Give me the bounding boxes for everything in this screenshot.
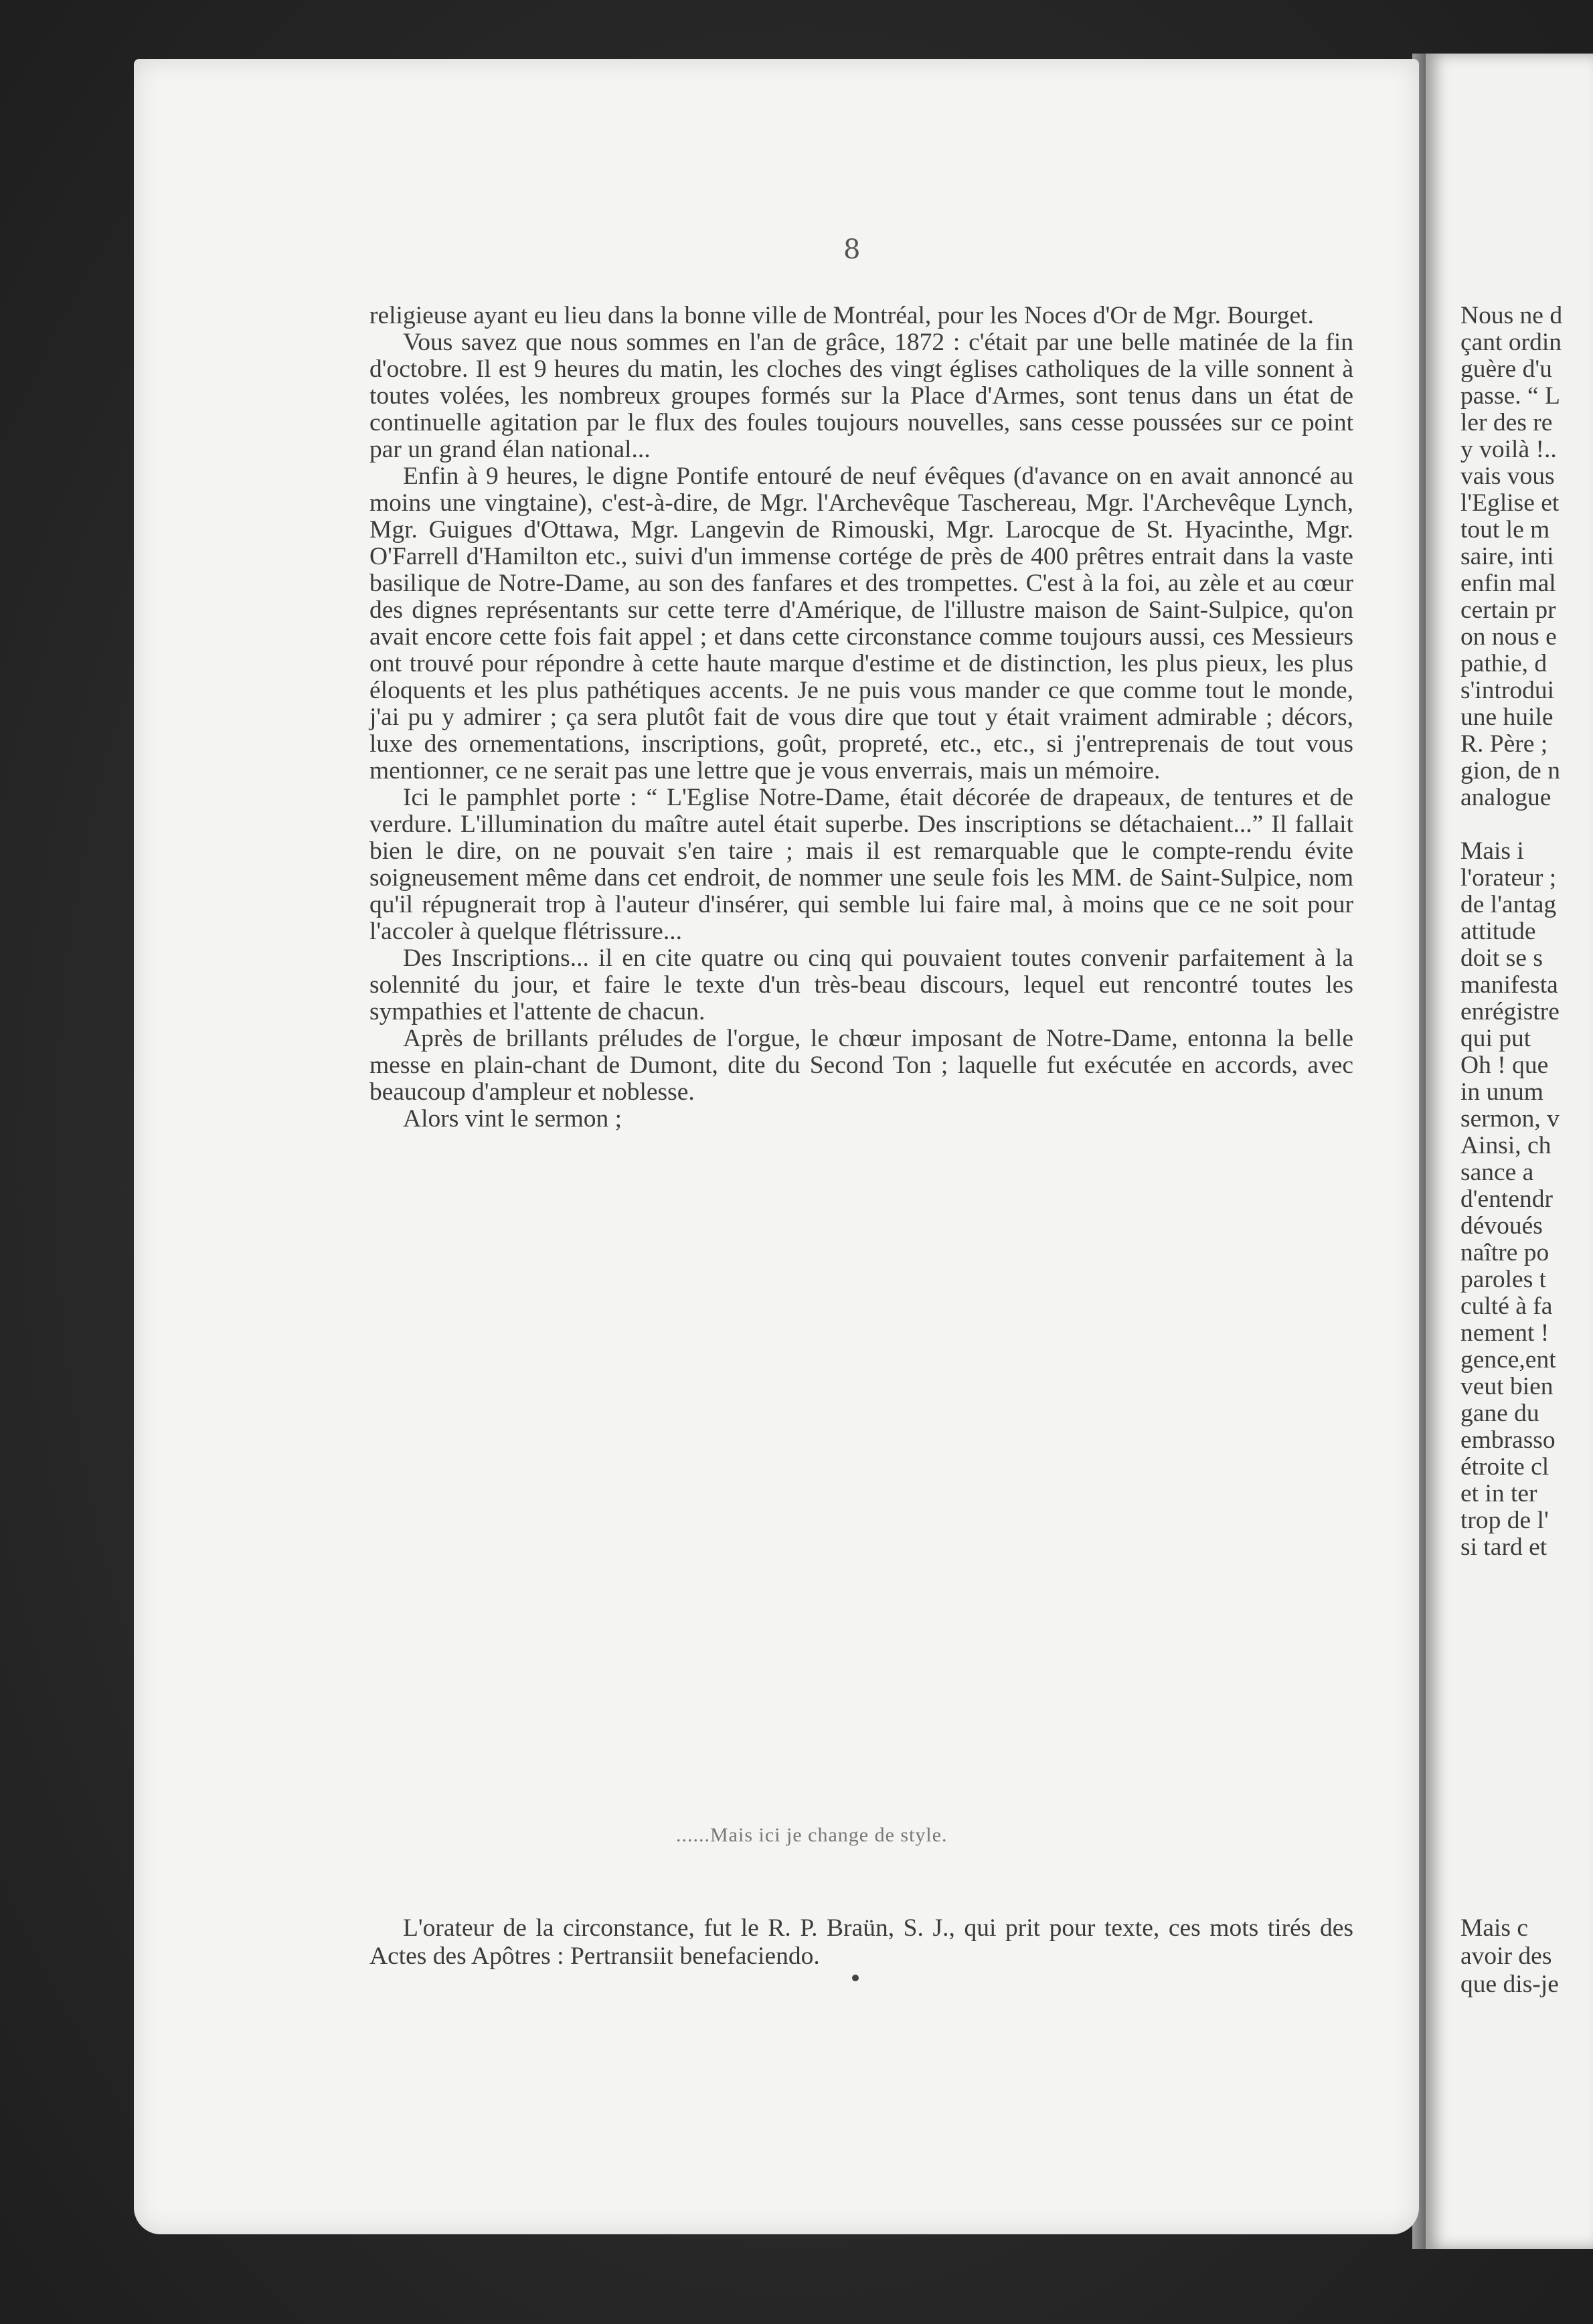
right-page-line: sance a [1460, 1159, 1534, 1186]
right-page-line: enrégistre [1460, 998, 1560, 1025]
right-page-line: dévoués [1460, 1212, 1543, 1240]
paragraph-7: Alors vint le sermon ; [403, 1105, 622, 1133]
right-page-line: une huile [1460, 703, 1554, 731]
page-number: 8 [843, 234, 861, 265]
right-page-line: in unum [1460, 1078, 1543, 1106]
right-page-line: gion, de n [1460, 757, 1560, 784]
right-page-line: que dis-je [1460, 1971, 1559, 1998]
paragraph-6: Après de brillants préludes de l'orgue, le chœur imposant de Notre-Dame, entonna la belle messe en plain-chant de Dumont, dite du Second Ton ; laquelle fut exécutée en accords, avec beaucoup d'ampleur et noblesse. [369, 1025, 1353, 1106]
right-page-line: naître po [1460, 1239, 1549, 1266]
right-page-line: Nous ne d [1460, 303, 1563, 329]
paragraph-4: Ici le pamphlet porte : “ L'Eglise Notre-Dame, était décorée de drapeaux, de tentures et de verdure. L'illumination du maître autel était superbe. Des inscriptions se détachaient...” Il fallait bien le dire, on ne pouvait s'en taire ; mais il est remarquable que le compte-rendu évite soigneusement même dans cet endroit, de nommer une seule fois les MM. de Saint-Sulpice, nom qu'il répugnerait trop à l'auteur d'insérer, qui semble lui faire mal, à moins que ce ne soit pour l'accoler à quelque flétrissure... [369, 784, 1353, 945]
right-page-line: pathie, d [1460, 650, 1547, 677]
main-text [369, 303, 1353, 1133]
right-page-line: Mais i [1460, 837, 1524, 865]
right-page-text-top [1460, 303, 1593, 1561]
right-page-line [1460, 811, 1593, 838]
right-page-line: y voilà !.. [1460, 436, 1557, 463]
paragraph-5: Des Inscriptions... il en cite quatre ou cinq qui pouvaient toutes convenir parfaitement à la solennité du jour, et faire le texte d'un très-beau discours, lequel eut rencontré toutes les sympathies et l'attente de chacun. [369, 944, 1353, 1025]
right-page-line: trop de l' [1460, 1507, 1549, 1534]
right-page-line: guère d'u [1460, 355, 1552, 383]
right-page-line: d'entendr [1460, 1185, 1553, 1213]
paragraph-1: religieuse ayant eu lieu dans la bonne ville de Montréal, pour les Noces d'Or de Mgr. Bourget. [369, 302, 1314, 329]
right-page-line: enfin mal [1460, 570, 1556, 597]
right-page-line: l'Eglise et [1460, 489, 1560, 517]
paragraph-3: Enfin à 9 heures, le digne Pontife entouré de neuf évêques (d'avance on en avait annoncé au moins une vingtaine), c'est-à-dire, de Mgr. l'Archevêque Taschereau, Mgr. l'Archevêque Lynch, Mgr. Guigues d'Ottawa, Mgr. Langevin de Rimouski, Mgr. Larocque de St. Hyacinthe, Mgr. O'Farrell d'Hamilton etc., suivi d'un immense cortége de près de 400 prêtres entrait dans la vaste basilique de Notre-Dame, au son des fanfares et des trompettes. C'est à la foi, au zèle et au cœur des dignes représentants sur cette terre d'Amérique, de l'illustre maison de Saint-Sulpice, qu'on avait encore cette fois fait appel ; et dans cette circonstance comme toujours aussi, ces Messieurs ont trouvé pour répondre à cette haute marque d'estime et de distinction, les plus pieux, les plus éloquents et les plus pathétiques accents. Je ne puis vous mander ce que comme tout le monde, j'ai pu y admirer ; ça sera plutôt fait de vous dire que tout y était vraiment admirable ; décors, luxe des ornementations, inscriptions, goût, propreté, etc., etc., si j'entreprenais de tout vous mentionner, ce ne serait pas une lettre que je vous enverrais, mais un mémoire. [369, 463, 1353, 784]
right-page-text-bottom [1460, 1914, 1593, 1999]
right-page-line: tout le m [1460, 516, 1550, 544]
right-page-line: si tard et [1460, 1533, 1547, 1561]
right-page-line: l'orateur ; [1460, 864, 1557, 892]
right-page-line: qui put [1460, 1025, 1531, 1052]
style-break-line: ......Mais ici je change de style. [676, 1824, 948, 1846]
right-page-line: Oh ! que [1460, 1052, 1549, 1079]
right-page-line: étroite cl [1460, 1453, 1549, 1481]
right-page-line: Mais c [1460, 1914, 1529, 1942]
right-page-line: doit se s [1460, 944, 1543, 972]
right-page-line: attitude [1460, 918, 1536, 945]
right-page-line: de l'antag [1460, 891, 1557, 918]
paragraph-2: Vous savez que nous sommes en l'an de grâce, 1872 : c'était par une belle matinée de la fin d'octobre. Il est 9 heures du matin, les cloches des vingt églises catholiques de la ville sonnent à toutes volées, les nombreux groupes formés sur la Place d'Armes, sont tenus dans un état de continuelle agitation par le flux des foules toujours nouvelles, sans cesse poussées sur ce point par un grand élan national... [369, 329, 1353, 463]
closing-paragraph: L'orateur de la circonstance, fut le R. P. Braün, S. J., qui prit pour texte, ces mots tirés des Actes des Apôtres : Pertransiit benefaciendo. [369, 1914, 1353, 1970]
right-page-line: passe. “ L [1460, 382, 1560, 410]
right-page-line: sermon, v [1460, 1105, 1560, 1133]
right-page-line: vais vous [1460, 463, 1555, 490]
right-page-line: s'introdui [1460, 677, 1555, 704]
right-page-line: ler des re [1460, 409, 1553, 436]
right-page-line: nement ! [1460, 1319, 1549, 1347]
right-page-line: avoir des [1460, 1942, 1552, 1970]
right-page-line: analogue [1460, 784, 1552, 811]
right-page-line: paroles t [1460, 1266, 1547, 1293]
right-page-line: saire, inti [1460, 543, 1554, 570]
right-page-line: manifesta [1460, 971, 1558, 999]
right-page-line: embrasso [1460, 1426, 1556, 1454]
closing-text [369, 1914, 1353, 1971]
right-page-line: culté à fa [1460, 1293, 1553, 1320]
right-page-line: certain pr [1460, 596, 1556, 624]
right-page-line: veut bien [1460, 1373, 1554, 1400]
right-page-line: on nous e [1460, 623, 1557, 651]
right-page-line: et in ter [1460, 1480, 1537, 1507]
right-page-line: R. Père ; [1460, 730, 1548, 758]
right-page-line: Ainsi, ch [1460, 1132, 1552, 1159]
right-page-line: gane du [1460, 1400, 1539, 1427]
right-page-line: gence,ent [1460, 1346, 1556, 1374]
right-page-line: çant ordin [1460, 329, 1562, 356]
ink-dot [852, 1975, 859, 1981]
